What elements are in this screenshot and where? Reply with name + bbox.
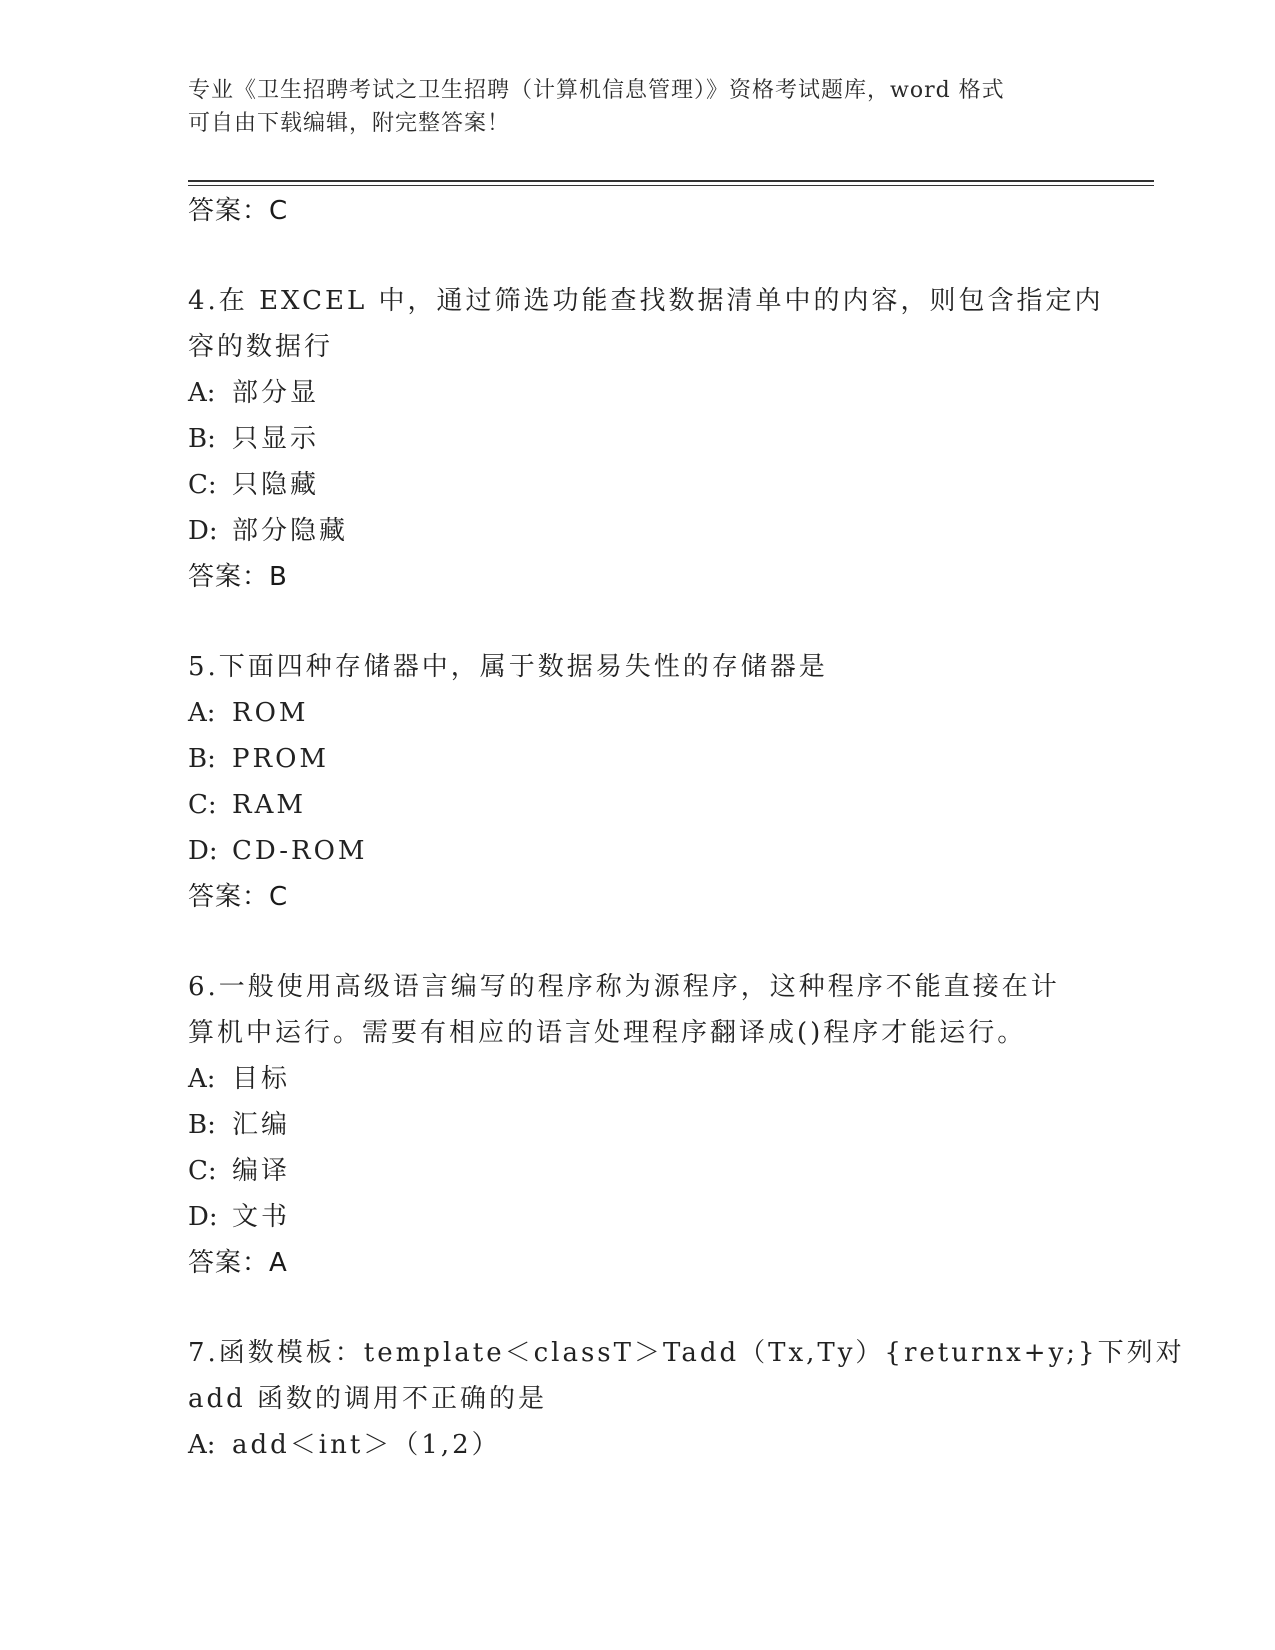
option-text: 部分隐藏: [232, 516, 349, 546]
header-line-1: 专业《卫生招聘考试之卫生招聘（计算机信息管理）》资格考试题库，word 格式: [188, 78, 1005, 103]
option-text: RAM: [232, 790, 306, 820]
option-b: [188, 1102, 1088, 1148]
option-d: [188, 508, 1088, 554]
answer-line: 答案：C: [188, 196, 289, 226]
option-c: [188, 462, 1088, 508]
header-divider-thin: [188, 185, 1154, 186]
question-block: [188, 964, 1088, 1286]
answer-line: 答案：A: [188, 1248, 288, 1278]
option-a: [188, 1056, 1088, 1102]
option-label: D:: [188, 516, 218, 546]
option-label: A:: [188, 1064, 216, 1094]
question-stem: 5.下面四种存储器中，属于数据易失性的存储器是: [188, 652, 828, 682]
header-divider: [188, 180, 1154, 182]
question-stem: 算机中运行。需要有相应的语言处理程序翻译成()程序才能运行。: [188, 1018, 1027, 1048]
question-block: [188, 644, 1088, 920]
option-text: CD-ROM: [232, 836, 368, 866]
option-label: C:: [188, 470, 217, 500]
option-a: [188, 1422, 1088, 1468]
option-text: add＜int＞（1,2）: [232, 1430, 501, 1460]
option-text: ROM: [232, 698, 309, 728]
option-c: [188, 1148, 1088, 1194]
option-text: 汇编: [232, 1110, 291, 1140]
option-text: 只隐藏: [232, 470, 320, 500]
answer-line: 答案：B: [188, 562, 288, 592]
question-stem: add 函数的调用不正确的是: [188, 1384, 548, 1414]
option-text: 部分显: [232, 378, 320, 408]
question-stem: 4.在 EXCEL 中，通过筛选功能查找数据清单中的内容，则包含指定内: [188, 286, 1104, 316]
option-d: [188, 828, 1088, 874]
question-block: [188, 1330, 1185, 1468]
option-text: 文书: [232, 1202, 291, 1232]
option-label: B:: [188, 1110, 216, 1140]
option-text: 只显示: [232, 424, 320, 454]
question-stem: 7.函数模板：template＜classT＞Tadd（Tx,Ty）{returnx+y;}下列对: [188, 1338, 1185, 1368]
question-list: [188, 188, 1185, 1468]
option-c: [188, 782, 1088, 828]
option-text: PROM: [232, 744, 330, 774]
option-b: [188, 736, 1088, 782]
header-line-2: 可自由下载编辑，附完整答案！: [188, 111, 511, 136]
option-label: C:: [188, 1156, 217, 1186]
option-label: D:: [188, 1202, 218, 1232]
document-header: [188, 74, 1088, 140]
option-label: A:: [188, 378, 216, 408]
option-label: A:: [188, 698, 216, 728]
question-stem: 6.一般使用高级语言编写的程序称为源程序，这种程序不能直接在计: [188, 972, 1060, 1002]
option-label: B:: [188, 424, 216, 454]
question-stem: 容的数据行: [188, 332, 334, 362]
option-label: D:: [188, 836, 218, 866]
option-label: A:: [188, 1430, 216, 1460]
option-a: [188, 370, 1088, 416]
option-text: 目标: [232, 1064, 291, 1094]
option-text: 编译: [232, 1156, 291, 1186]
option-b: [188, 416, 1088, 462]
option-label: B:: [188, 744, 216, 774]
option-d: [188, 1194, 1088, 1240]
option-a: [188, 690, 1088, 736]
question-block: [188, 278, 1104, 600]
answer-line: 答案：C: [188, 882, 289, 912]
option-label: C:: [188, 790, 217, 820]
